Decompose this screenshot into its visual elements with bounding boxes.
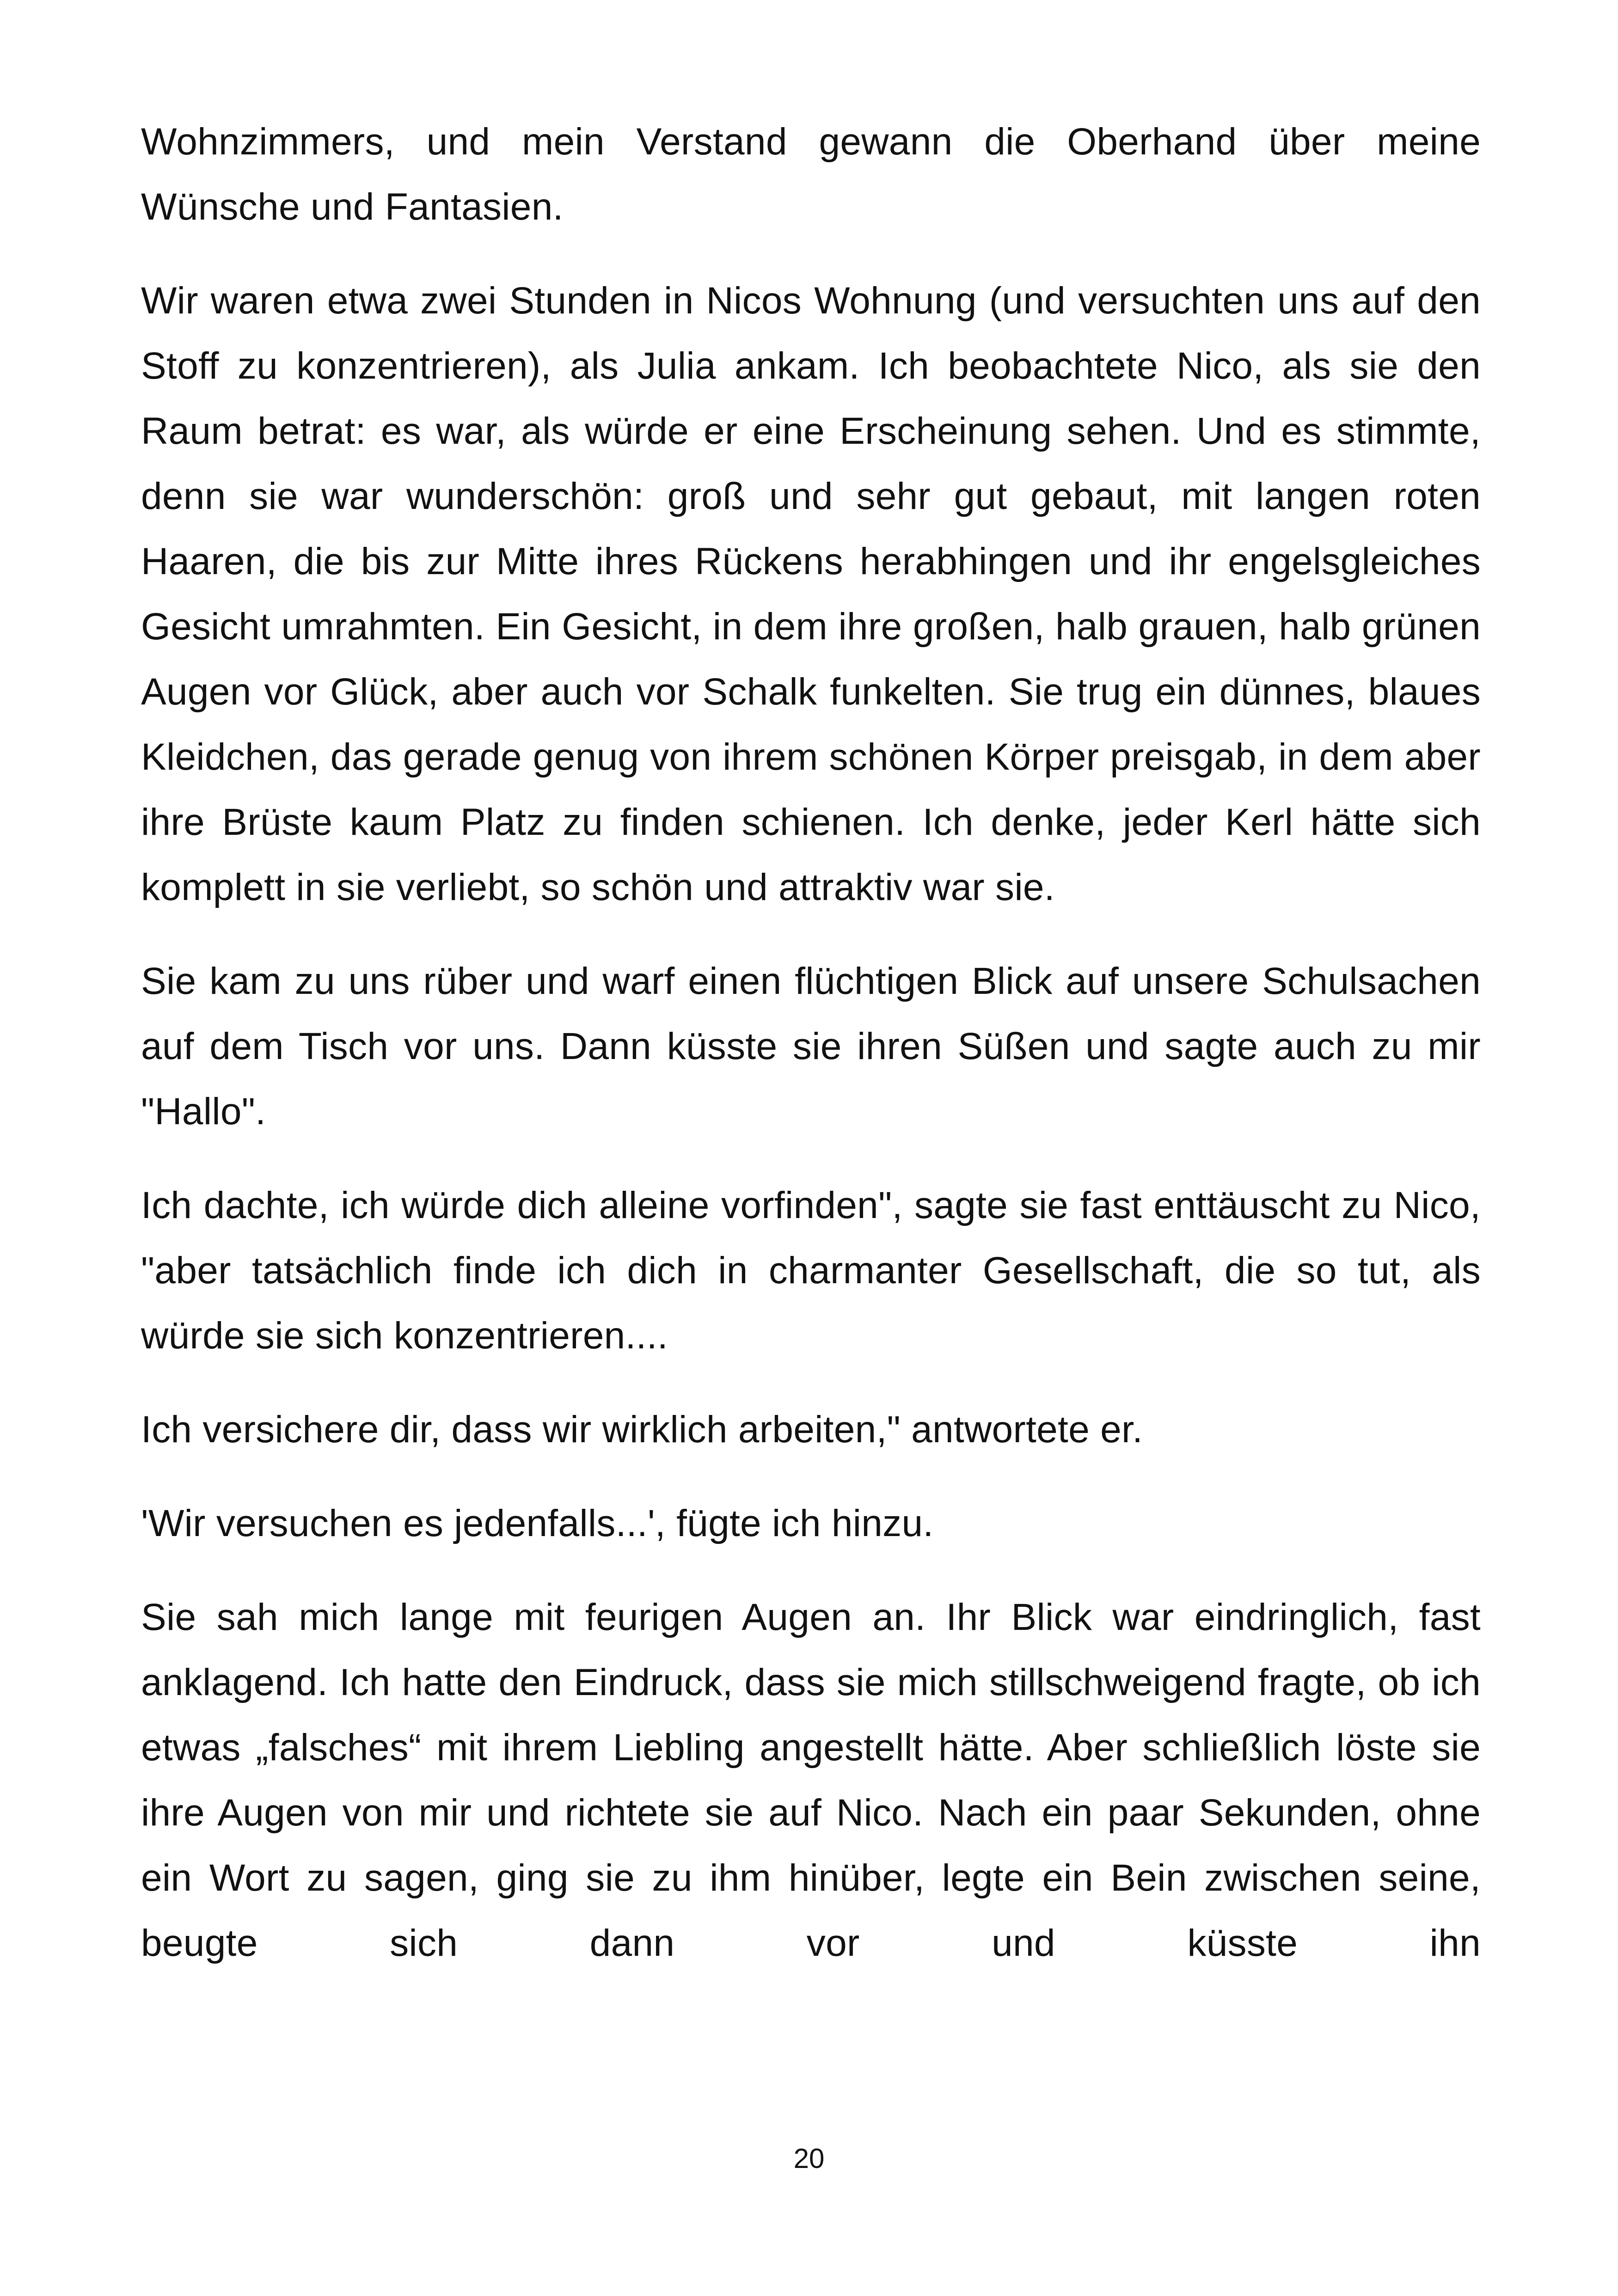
paragraph-4: Ich dachte, ich würde dich alleine vorfinden", sagte sie fast enttäuscht zu Nico, "aber tatsächlich finde ich dich in charmanter Gesellschaft, die so tut, als würde sie sich konzentrieren.... bbox=[141, 1184, 1481, 1357]
paragraph-5: Ich versichere dir, dass wir wirklich arbeiten," antwortete er. bbox=[141, 1408, 1143, 1451]
paragraph-1: Wohnzimmers, und mein Verstand gewann die Oberhand über meine Wünsche und Fantasien. bbox=[141, 121, 1481, 228]
paragraph-7: Sie sah mich lange mit feurigen Augen an. Ihr Blick war eindringlich, fast anklagend. Ich hatte den Eindruck, dass sie mich stillschweigend fragte, ob ich etwas „falsches“ mit ihrem Liebling angestellt hätte. Aber schließlich löste sie ihre Augen von mir und richtete sie auf Nico. Nach ein paar Sekunden, ohne ein Wort zu sagen, ging sie zu ihm hinüber, legte ein Bein zwischen seine, beugte sich dann vor und küsste ihn bbox=[141, 1596, 1481, 1964]
document-body bbox=[141, 109, 1481, 1976]
paragraph-2: Wir waren etwa zwei Stunden in Nicos Wohnung (und versuchten uns auf den Stoff zu konzentrieren), als Julia ankam. Ich beobachtete Nico, als sie den Raum betrat: es war, als würde er eine Erscheinung sehen. Und es stimmte, denn sie war wunderschön: groß und sehr gut gebaut, mit langen roten Haaren, die bis zur Mitte ihres Rückens herabhingen und ihr engelsgleiches Gesicht umrahmten. Ein Gesicht, in dem ihre großen, halb grauen, halb grünen Augen vor Glück, aber auch vor Schalk funkelten. Sie trug ein dünnes, blaues Kleidchen, das gerade genug von ihrem schönen Körper preisgab, in dem aber ihre Brüste kaum Platz zu finden schienen. Ich denke, jeder Kerl hätte sich komplett in sie verliebt, so schön und attraktiv war sie. bbox=[141, 280, 1481, 908]
paragraph-3: Sie kam zu uns rüber und warf einen flüchtigen Blick auf unsere Schulsachen auf dem Tisch vor uns. Dann küsste sie ihren Süßen und sagte auch zu mir "Hallo". bbox=[141, 960, 1481, 1133]
paragraph-6: 'Wir versuchen es jedenfalls...', fügte ich hinzu. bbox=[141, 1502, 934, 1544]
page-number: 20 bbox=[793, 2143, 825, 2174]
